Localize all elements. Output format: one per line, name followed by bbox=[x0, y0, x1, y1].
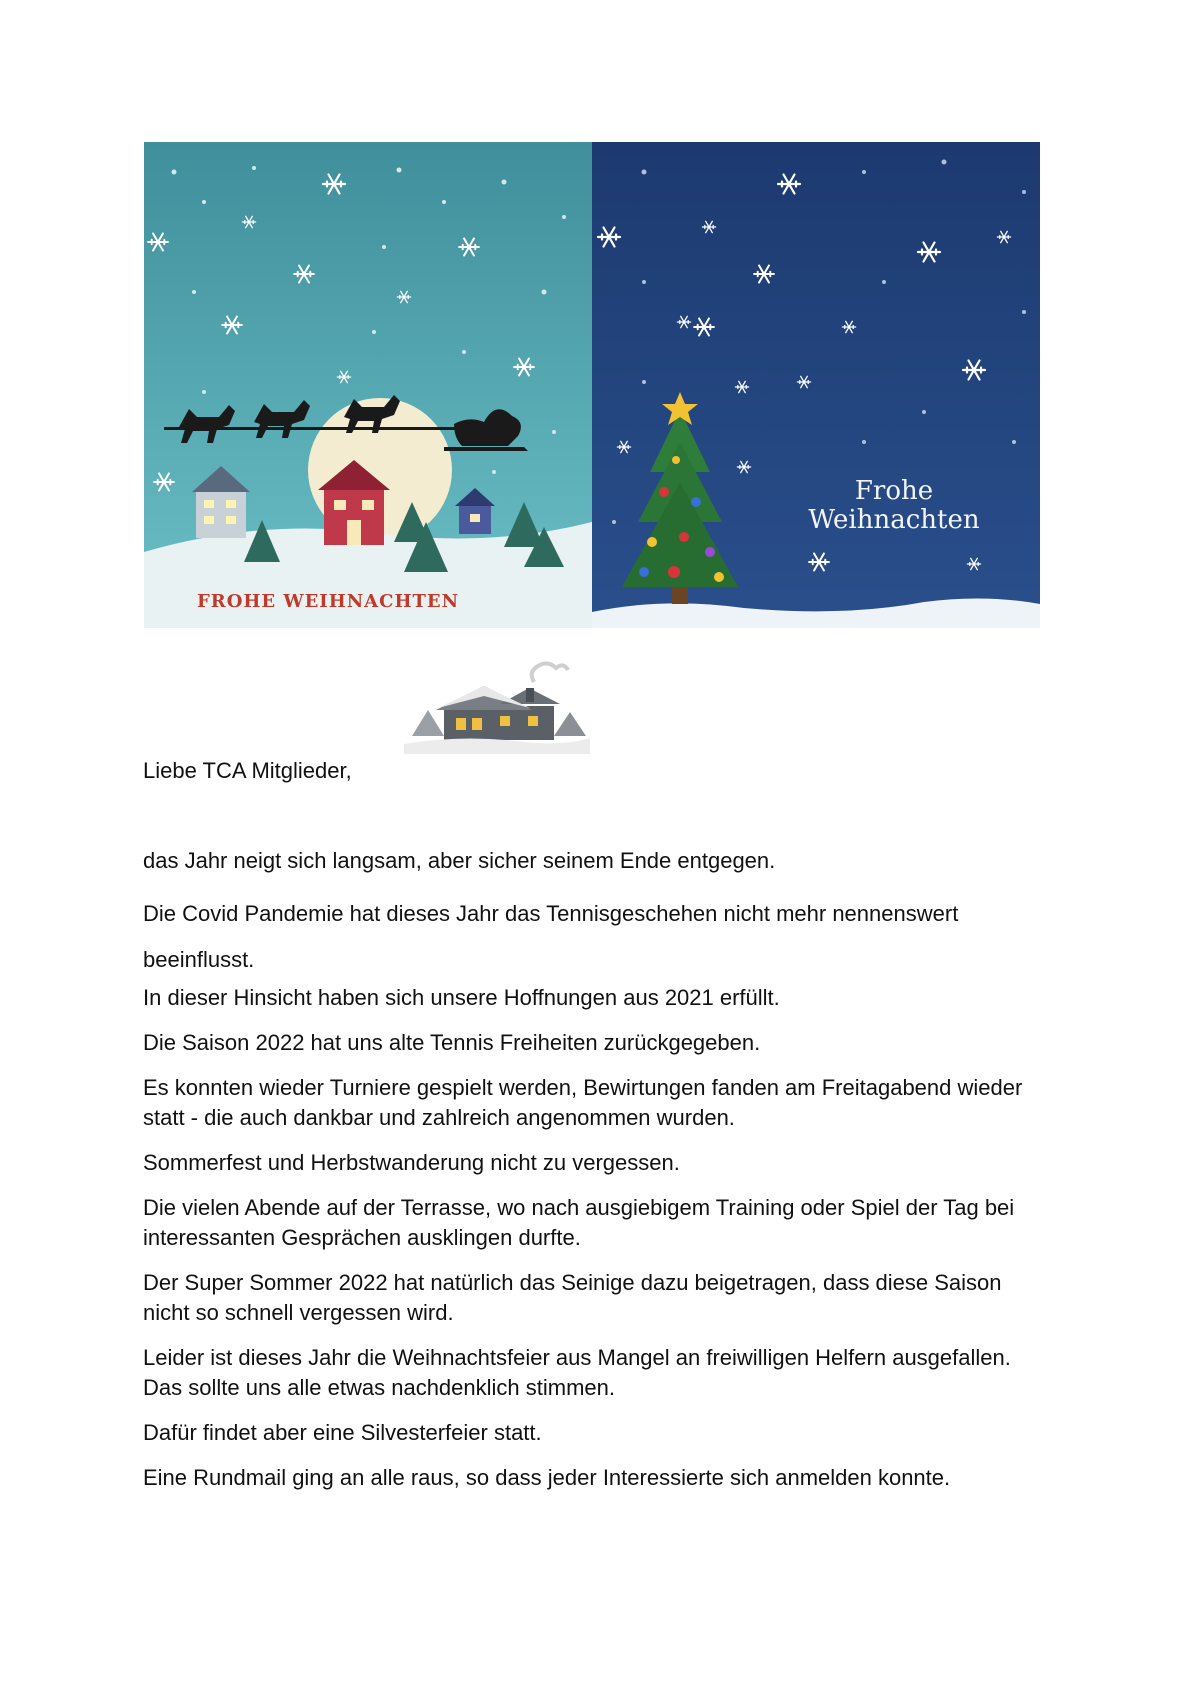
paragraph: Dafür findet aber eine Silvesterfeier statt. bbox=[143, 1420, 542, 1445]
paragraph: Leider ist dieses Jahr die Weihnachtsfeier aus Mangel an freiwilligen Helfern ausgefallen. Das sollte uns alle etwas nachdenklich stimmen. bbox=[143, 1345, 1030, 1400]
paragraph: Die Covid Pandemie hat dieses Jahr das Tennisgeschehen nicht mehr nennenswert beeinflusst. bbox=[143, 901, 959, 972]
paragraph: das Jahr neigt sich langsam, aber sicher seinem Ende entgegen. bbox=[143, 848, 776, 873]
paragraph: Eine Rundmail ging an alle raus, so dass jeder Interessierte sich anmelden konnte. bbox=[143, 1465, 951, 1490]
right-card-panel bbox=[592, 142, 1040, 628]
right-card-caption-line2: Weihnachten bbox=[808, 505, 980, 535]
left-card-caption: FROHE WEIHNACHTEN bbox=[196, 591, 460, 612]
letter-body bbox=[143, 756, 1063, 1508]
paragraph: Es konnten wieder Turniere gespielt werden, Bewirtungen fanden am Freitagabend wieder statt - die auch dankbar und zahlreich angenommen wurden. bbox=[143, 1075, 1023, 1130]
paragraph: Der Super Sommer 2022 hat natürlich das Seinige dazu beigetragen, dass diese Saison nicht so schnell vergessen wird. bbox=[143, 1270, 1002, 1325]
paragraph: Die vielen Abende auf der Terrasse, wo nach ausgiebigem Training oder Spiel der Tag bei interessanten Gesprächen ausklingen durfte. bbox=[143, 1195, 1015, 1250]
snowy-house-icon bbox=[404, 658, 590, 754]
salutation: Liebe TCA Mitglieder, bbox=[143, 758, 352, 783]
paragraph: Die Saison 2022 hat uns alte Tennis Freiheiten zurückgegeben. bbox=[143, 1030, 761, 1055]
left-card-panel bbox=[144, 142, 592, 628]
right-card-caption-line1: Frohe bbox=[854, 476, 934, 506]
paragraph: Sommerfest und Herbstwanderung nicht zu vergessen. bbox=[143, 1150, 680, 1175]
paragraph: In dieser Hinsicht haben sich unsere Hoffnungen aus 2021 erfüllt. bbox=[143, 985, 780, 1010]
christmas-banner bbox=[144, 142, 1040, 628]
